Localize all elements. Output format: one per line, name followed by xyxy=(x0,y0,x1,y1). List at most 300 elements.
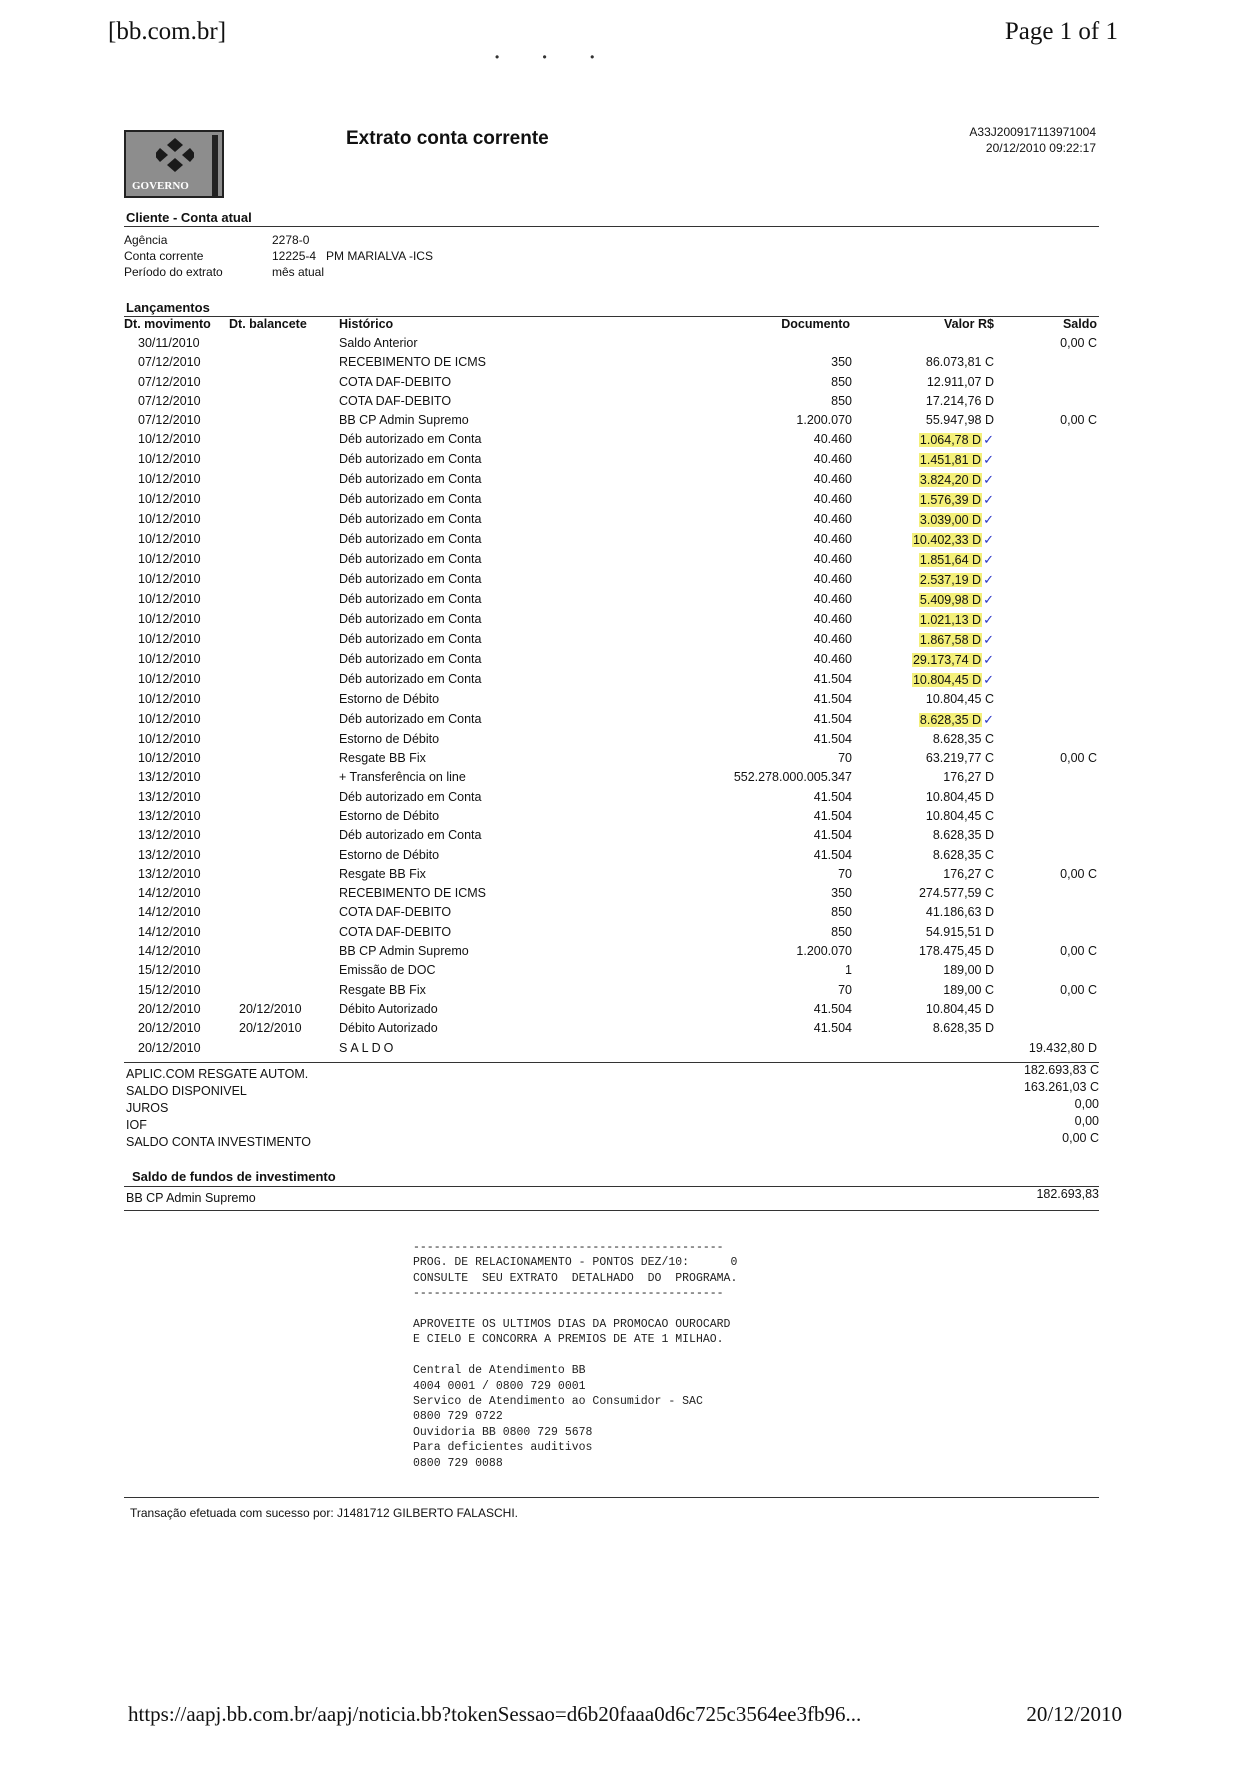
check-mark-icon: ✓ xyxy=(983,552,994,568)
cell-valor xyxy=(852,670,1012,690)
cell-documento: 41.504 xyxy=(813,1021,852,1036)
cell-saldo: 0,00 C xyxy=(1060,982,1097,997)
cell-historico: Estorno de Débito xyxy=(339,808,440,823)
highlighted-value: 1.064,78 D xyxy=(919,433,982,448)
cell-dt-balancete xyxy=(227,903,327,922)
cell-documento: 1.200.070 xyxy=(796,413,852,428)
lancamentos-section-title: Lançamentos xyxy=(126,300,210,315)
cell-dt-balancete xyxy=(227,450,327,470)
check-mark-icon: ✓ xyxy=(983,472,994,488)
cell-valor: 8.628,35 D xyxy=(932,1021,994,1036)
cell-saldo: 19.432,80 D xyxy=(1028,1040,1097,1055)
cell-historico: SALDO xyxy=(339,1040,397,1055)
cell-dt-balancete xyxy=(227,942,327,961)
cell-dt-movimento: 14/12/2010 xyxy=(138,944,201,959)
cell-documento: 41.504 xyxy=(813,789,852,804)
cell-saldo xyxy=(1012,884,1099,903)
cell-dt-movimento: 13/12/2010 xyxy=(138,866,201,881)
table-row xyxy=(124,730,1099,749)
cell-historico: Déb autorizado em Conta xyxy=(339,532,482,547)
cell-dt-movimento: 10/12/2010 xyxy=(138,672,201,687)
table-row xyxy=(124,570,1099,590)
cell-dt-balancete xyxy=(227,510,327,530)
column-header-dt-balancete: Dt. balancete xyxy=(229,317,307,331)
cell-historico: BB CP Admin Supremo xyxy=(339,944,469,959)
cell-documento: 40.460 xyxy=(813,572,852,587)
cell-historico: Déb autorizado em Conta xyxy=(339,512,482,527)
fund-value: 182.693,83 xyxy=(1036,1187,1099,1201)
cell-dt-movimento: 14/12/2010 xyxy=(138,905,201,920)
cell-valor: 10.804,45 C xyxy=(925,808,994,823)
cell-dt-balancete xyxy=(227,807,327,826)
check-mark-icon: ✓ xyxy=(983,711,994,727)
cell-historico: Déb autorizado em Conta xyxy=(339,672,482,687)
check-mark-icon: ✓ xyxy=(983,532,994,548)
table-row xyxy=(124,903,1099,922)
cell-dt-movimento: 07/12/2010 xyxy=(138,413,201,428)
cell-dt-balancete xyxy=(227,730,327,749)
table-row xyxy=(124,490,1099,510)
cell-dt-movimento: 15/12/2010 xyxy=(138,963,201,978)
cell-documento: 41.504 xyxy=(813,828,852,843)
table-row xyxy=(124,690,1099,709)
check-mark-icon: ✓ xyxy=(983,492,994,508)
table-row xyxy=(124,710,1099,730)
cell-historico: COTA DAF-DEBITO xyxy=(339,905,452,920)
cell-historico: RECEBIMENTO DE ICMS xyxy=(339,886,487,901)
cell-dt-balancete xyxy=(227,961,327,980)
table-row xyxy=(124,650,1099,670)
client-section-title: Cliente - Conta atual xyxy=(126,210,252,225)
cell-valor xyxy=(852,630,1012,650)
divider xyxy=(124,1210,1099,1211)
table-row xyxy=(124,1039,1099,1058)
table-row xyxy=(124,865,1099,884)
cell-historico: COTA DAF-DEBITO xyxy=(339,374,452,389)
table-row xyxy=(124,788,1099,807)
cell-saldo xyxy=(1012,490,1099,510)
browser-header-site: [bb.com.br] xyxy=(108,18,227,45)
cell-dt-balancete xyxy=(227,353,327,372)
cell-dt-balancete xyxy=(227,610,327,630)
cell-dt-balancete xyxy=(227,630,327,650)
cell-saldo xyxy=(1012,768,1099,787)
cell-valor xyxy=(852,450,1012,470)
cell-historico: Débito Autorizado xyxy=(339,1001,438,1016)
cell-documento: 41.504 xyxy=(813,692,852,707)
cell-dt-movimento: 10/12/2010 xyxy=(138,432,201,447)
cell-dt-balancete xyxy=(227,470,327,490)
cell-documento: 41.504 xyxy=(813,711,852,726)
table-row xyxy=(124,942,1099,961)
cell-dt-balancete xyxy=(227,749,327,768)
cell-dt-movimento: 10/12/2010 xyxy=(138,751,201,766)
cell-dt-movimento: 15/12/2010 xyxy=(138,982,201,997)
cell-historico: Débito Autorizado xyxy=(339,1021,438,1036)
cell-saldo xyxy=(1012,650,1099,670)
cell-documento xyxy=(627,1039,852,1058)
cell-documento: 40.460 xyxy=(813,532,852,547)
bank-notice: --------------------------------------------- PROG. DE RELACIONAMENTO - PONTOS DEZ/10: 0 CONSULTE SEU EXTRATO DETALHADO DO PROGRAMA. --------------------------------------------- APROVEITE OS ULTIMOS DIAS DA PROMOCAO OUROCARD E CIELO E CONCORRA A PREMIOS DE ATE 1 MILHAO. Central de Atendimento BB 4004 0001 / 0800 729 0001 Servico de Atendimento ao Consumidor - SAC 0800 729 0722 Ouvidoria BB 0800 729 5678 Para deficientes auditivos 0800 729 0088 xyxy=(413,1241,738,1470)
divider xyxy=(124,1497,1099,1498)
cell-saldo xyxy=(1012,610,1099,630)
summary-row: APLIC.COM RESGATE AUTOM. 182.693,83 C xyxy=(126,1063,1099,1081)
cell-saldo xyxy=(1012,923,1099,942)
cell-historico: Déb autorizado em Conta xyxy=(339,612,482,627)
bank-logo xyxy=(124,130,224,198)
cell-historico: Resgate BB Fix xyxy=(339,751,426,766)
cell-dt-movimento: 20/12/2010 xyxy=(138,1021,201,1036)
cell-dt-balancete xyxy=(227,710,327,730)
cell-valor: 10.804,45 D xyxy=(925,1001,994,1016)
cell-saldo xyxy=(1012,373,1099,392)
cell-saldo xyxy=(1012,630,1099,650)
cell-valor xyxy=(852,510,1012,530)
cell-valor xyxy=(852,590,1012,610)
cell-dt-balancete xyxy=(227,373,327,392)
cell-saldo: 0,00 C xyxy=(1060,336,1097,350)
cell-historico: Déb autorizado em Conta xyxy=(339,552,482,567)
cell-dt-balancete xyxy=(227,490,327,510)
cell-historico: Déb autorizado em Conta xyxy=(339,711,482,726)
cell-valor: 10.804,45 C xyxy=(925,692,994,707)
cell-valor: 17.214,76 D xyxy=(925,393,994,408)
cell-valor: 189,00 C xyxy=(943,982,994,997)
cell-documento: 40.460 xyxy=(813,652,852,667)
cell-saldo xyxy=(1012,530,1099,550)
cell-saldo xyxy=(1012,826,1099,845)
cell-dt-balancete xyxy=(227,411,327,430)
cell-historico: Resgate BB Fix xyxy=(339,866,426,881)
cell-valor xyxy=(852,570,1012,590)
cell-saldo xyxy=(1012,1000,1099,1019)
cell-dt-balancete xyxy=(227,788,327,807)
cell-dt-balancete xyxy=(227,690,327,709)
cell-dt-movimento: 10/12/2010 xyxy=(138,711,201,726)
table-row xyxy=(124,430,1099,450)
cell-valor: 10.804,45 D xyxy=(925,789,994,804)
cell-dt-movimento: 13/12/2010 xyxy=(138,789,201,804)
cell-valor xyxy=(852,530,1012,550)
check-mark-icon: ✓ xyxy=(983,432,994,448)
cell-dt-movimento: 14/12/2010 xyxy=(138,886,201,901)
cell-documento: 350 xyxy=(831,886,852,901)
document-id: A33J200917113971004 xyxy=(969,125,1096,139)
cell-documento: 41.504 xyxy=(813,1001,852,1016)
cell-dt-movimento: 10/12/2010 xyxy=(138,572,201,587)
highlighted-value: 2.537,19 D xyxy=(919,573,982,588)
cell-valor xyxy=(852,710,1012,730)
cell-dt-movimento: 13/12/2010 xyxy=(138,770,201,785)
cell-saldo xyxy=(1012,470,1099,490)
fund-name: BB CP Admin Supremo xyxy=(126,1191,256,1205)
cell-dt-movimento: 20/12/2010 xyxy=(138,1001,201,1016)
cell-documento: 40.460 xyxy=(813,472,852,487)
cell-historico: Déb autorizado em Conta xyxy=(339,472,482,487)
cell-historico: Estorno de Débito xyxy=(339,731,440,746)
cell-documento: 70 xyxy=(838,982,852,997)
cell-valor: 55.947,98 D xyxy=(925,413,994,428)
cell-documento: 40.460 xyxy=(813,432,852,447)
cell-historico: Déb autorizado em Conta xyxy=(339,572,482,587)
cell-valor xyxy=(852,1039,1012,1058)
bb-logo-icon xyxy=(156,138,194,172)
page-title: Extrato conta corrente xyxy=(346,128,549,149)
cell-historico: Estorno de Débito xyxy=(339,692,440,707)
summary-row: IOF 0,00 xyxy=(126,1114,1099,1132)
cell-documento: 70 xyxy=(838,866,852,881)
cell-documento: 850 xyxy=(831,393,852,408)
cell-dt-movimento: 10/12/2010 xyxy=(138,692,201,707)
client-info xyxy=(124,232,433,280)
cell-dt-balancete xyxy=(227,768,327,787)
cell-documento: 350 xyxy=(831,355,852,370)
client-field-agencia: Agência 2278-0 xyxy=(124,233,310,247)
cell-dt-balancete xyxy=(227,430,327,450)
cell-dt-movimento: 10/12/2010 xyxy=(138,512,201,527)
summary-block xyxy=(126,1063,1101,1151)
cell-saldo xyxy=(1012,590,1099,610)
cell-valor: 274.577,59 C xyxy=(918,886,994,901)
table-row xyxy=(124,450,1099,470)
cell-valor: 12.911,07 D xyxy=(926,374,994,389)
cell-saldo xyxy=(1012,670,1099,690)
browser-footer-date: 20/12/2010 xyxy=(1026,1702,1122,1726)
check-mark-icon: ✓ xyxy=(983,612,994,628)
cell-valor: 176,27 D xyxy=(943,770,994,785)
cell-historico: Saldo Anterior xyxy=(339,336,418,350)
cell-valor: 63.219,77 C xyxy=(925,751,994,766)
cell-valor xyxy=(852,610,1012,630)
cell-dt-balancete: 20/12/2010 xyxy=(239,1001,302,1016)
cell-saldo: 0,00 C xyxy=(1060,866,1097,881)
divider xyxy=(124,226,1099,227)
cell-documento: 1.200.070 xyxy=(796,944,852,959)
table-row xyxy=(124,530,1099,550)
cell-documento: 1 xyxy=(845,963,852,978)
cell-historico: Déb autorizado em Conta xyxy=(339,632,482,647)
client-field-conta: Conta corrente 12225-4 PM MARIALVA -ICS xyxy=(124,249,433,263)
cell-saldo xyxy=(1012,730,1099,749)
table-row xyxy=(124,846,1099,865)
table-row xyxy=(124,826,1099,845)
table-row xyxy=(124,334,1099,353)
transactions-table xyxy=(124,317,1099,1058)
cell-dt-movimento: 30/11/2010 xyxy=(138,336,200,350)
cell-dt-balancete xyxy=(227,981,327,1000)
cell-dt-movimento: 13/12/2010 xyxy=(138,808,201,823)
cell-valor: 54.915,51 D xyxy=(925,924,994,939)
cell-valor: 176,27 C xyxy=(943,866,994,881)
highlighted-value: 1.021,13 D xyxy=(919,613,982,628)
table-row xyxy=(124,373,1099,392)
table-row xyxy=(124,590,1099,610)
cell-dt-balancete xyxy=(227,570,327,590)
cell-saldo xyxy=(1012,846,1099,865)
highlighted-value: 8.628,35 D xyxy=(919,712,982,727)
divider xyxy=(124,1186,1099,1187)
cell-valor: 8.628,35 D xyxy=(932,828,994,843)
cell-historico: Emissão de DOC xyxy=(339,963,436,978)
summary-row: SALDO DISPONIVEL 163.261,03 C xyxy=(126,1080,1099,1098)
highlighted-value: 3.824,20 D xyxy=(919,473,982,488)
cell-valor: 178.475,45 D xyxy=(918,944,994,959)
cell-saldo xyxy=(1012,690,1099,709)
cell-valor xyxy=(852,550,1012,570)
cell-dt-balancete xyxy=(227,392,327,411)
cell-historico: Déb autorizado em Conta xyxy=(339,592,482,607)
cell-dt-movimento: 14/12/2010 xyxy=(138,924,201,939)
table-row xyxy=(124,923,1099,942)
cell-documento: 40.460 xyxy=(813,612,852,627)
column-header-dt-movimento: Dt. movimento xyxy=(124,317,211,331)
cell-dt-balancete xyxy=(227,923,327,942)
cell-documento: 40.460 xyxy=(813,512,852,527)
highlighted-value: 1.576,39 D xyxy=(919,493,982,508)
cell-dt-movimento: 07/12/2010 xyxy=(138,374,201,389)
cell-documento: 850 xyxy=(831,905,852,920)
cell-documento: 552.278.000.005.347 xyxy=(733,770,852,785)
cell-historico: Déb autorizado em Conta xyxy=(339,828,482,843)
check-mark-icon: ✓ xyxy=(983,652,994,668)
cell-saldo: 0,00 C xyxy=(1060,751,1097,766)
table-row xyxy=(124,749,1099,768)
cell-saldo xyxy=(1012,353,1099,372)
cell-dt-movimento: 13/12/2010 xyxy=(138,847,201,862)
cell-documento: 40.460 xyxy=(813,632,852,647)
cell-saldo xyxy=(1012,550,1099,570)
cell-documento: 70 xyxy=(838,751,852,766)
cell-dt-movimento: 10/12/2010 xyxy=(138,552,201,567)
cell-valor xyxy=(852,470,1012,490)
cell-dt-movimento: 20/12/2010 xyxy=(138,1040,201,1055)
cell-saldo xyxy=(1012,807,1099,826)
cell-documento: 41.504 xyxy=(813,672,852,687)
highlighted-value: 29.173,74 D xyxy=(912,653,982,668)
cell-dt-balancete xyxy=(227,1039,327,1058)
browser-header-page-count: Page 1 of 1 xyxy=(1004,18,1118,45)
client-field-periodo: Período do extrato mês atual xyxy=(124,265,325,279)
cell-saldo xyxy=(1012,961,1099,980)
cell-valor xyxy=(852,650,1012,670)
fundos-section-title: Saldo de fundos de investimento xyxy=(132,1169,336,1184)
cell-valor: 8.628,35 C xyxy=(932,847,994,862)
cell-saldo xyxy=(1012,430,1099,450)
cell-dt-balancete xyxy=(227,334,327,353)
cell-dt-balancete: 20/12/2010 xyxy=(239,1021,302,1036)
table-row xyxy=(124,630,1099,650)
cell-saldo xyxy=(1012,450,1099,470)
cell-dt-movimento: 13/12/2010 xyxy=(138,828,201,843)
check-mark-icon: ✓ xyxy=(983,632,994,648)
cell-dt-balancete xyxy=(227,670,327,690)
document-datetime: 20/12/2010 09:22:17 xyxy=(985,141,1096,155)
cell-historico: Estorno de Débito xyxy=(339,847,440,862)
table-row xyxy=(124,1000,1099,1019)
cell-valor: 86.073,81 C xyxy=(925,355,994,370)
document-code xyxy=(969,124,1096,156)
cell-saldo xyxy=(1012,788,1099,807)
cell-documento: 40.460 xyxy=(813,452,852,467)
column-header-documento: Documento xyxy=(781,317,850,331)
column-header-valor: Valor R$ xyxy=(943,317,994,331)
cell-historico: COTA DAF-DEBITO xyxy=(339,393,452,408)
cell-documento: 41.504 xyxy=(813,731,852,746)
divider xyxy=(124,1062,1099,1063)
table-row xyxy=(124,353,1099,372)
cell-dt-balancete xyxy=(227,590,327,610)
table-row xyxy=(124,961,1099,980)
cell-documento: 40.460 xyxy=(813,552,852,567)
cell-valor xyxy=(852,334,1012,353)
cell-historico: Déb autorizado em Conta xyxy=(339,432,482,447)
cell-saldo: 0,00 C xyxy=(1060,944,1097,959)
cell-valor: 189,00 D xyxy=(943,963,994,978)
cell-dt-movimento: 10/12/2010 xyxy=(138,731,201,746)
table-row xyxy=(124,392,1099,411)
cell-historico: Déb autorizado em Conta xyxy=(339,789,482,804)
browser-footer-url: https://aapj.bb.com.br/aapj/noticia.bb?tokenSessao=d6b20faaa0d6c725c3564ee3fb96... xyxy=(128,1702,862,1726)
cell-historico: Déb autorizado em Conta xyxy=(339,652,482,667)
cell-valor: 41.186,63 D xyxy=(925,905,994,920)
cell-dt-movimento: 10/12/2010 xyxy=(138,632,201,647)
cell-dt-movimento: 07/12/2010 xyxy=(138,393,201,408)
cell-saldo xyxy=(1012,570,1099,590)
cell-dt-movimento: 10/12/2010 xyxy=(138,452,201,467)
table-row xyxy=(124,1019,1099,1038)
cell-dt-movimento: 10/12/2010 xyxy=(138,652,201,667)
table-row xyxy=(124,510,1099,530)
cell-valor: 8.628,35 C xyxy=(932,731,994,746)
cell-saldo xyxy=(1012,1019,1099,1038)
check-mark-icon: ✓ xyxy=(983,672,994,688)
cell-saldo xyxy=(1012,392,1099,411)
cell-dt-movimento: 10/12/2010 xyxy=(138,492,201,507)
cell-dt-balancete xyxy=(227,550,327,570)
cell-dt-movimento: 10/12/2010 xyxy=(138,612,201,627)
cell-saldo xyxy=(1012,903,1099,922)
cell-valor xyxy=(852,430,1012,450)
cell-documento: 41.504 xyxy=(813,847,852,862)
cell-documento xyxy=(627,334,852,353)
table-row xyxy=(124,807,1099,826)
cell-historico: RECEBIMENTO DE ICMS xyxy=(339,355,487,370)
cell-historico: Resgate BB Fix xyxy=(339,982,426,997)
cell-historico: Déb autorizado em Conta xyxy=(339,452,482,467)
highlighted-value: 1.451,81 D xyxy=(919,453,982,468)
cell-documento: 40.460 xyxy=(813,592,852,607)
cell-dt-movimento: 10/12/2010 xyxy=(138,592,201,607)
table-row xyxy=(124,884,1099,903)
highlighted-value: 1.851,64 D xyxy=(919,553,982,568)
cell-documento: 850 xyxy=(831,924,852,939)
summary-row: JUROS 0,00 xyxy=(126,1097,1099,1115)
check-mark-icon: ✓ xyxy=(983,592,994,608)
table-row xyxy=(124,470,1099,490)
cell-historico: BB CP Admin Supremo xyxy=(339,413,469,428)
cell-historico: Déb autorizado em Conta xyxy=(339,492,482,507)
cell-dt-movimento: 10/12/2010 xyxy=(138,472,201,487)
table-row xyxy=(124,411,1099,430)
table-row xyxy=(124,610,1099,630)
cell-dt-balancete xyxy=(227,826,327,845)
cell-dt-movimento: 07/12/2010 xyxy=(138,355,201,370)
cell-historico: COTA DAF-DEBITO xyxy=(339,924,452,939)
table-header-row xyxy=(124,317,1099,334)
check-mark-icon: ✓ xyxy=(983,512,994,528)
highlighted-value: 5.409,98 D xyxy=(919,593,982,608)
cell-saldo xyxy=(1012,710,1099,730)
